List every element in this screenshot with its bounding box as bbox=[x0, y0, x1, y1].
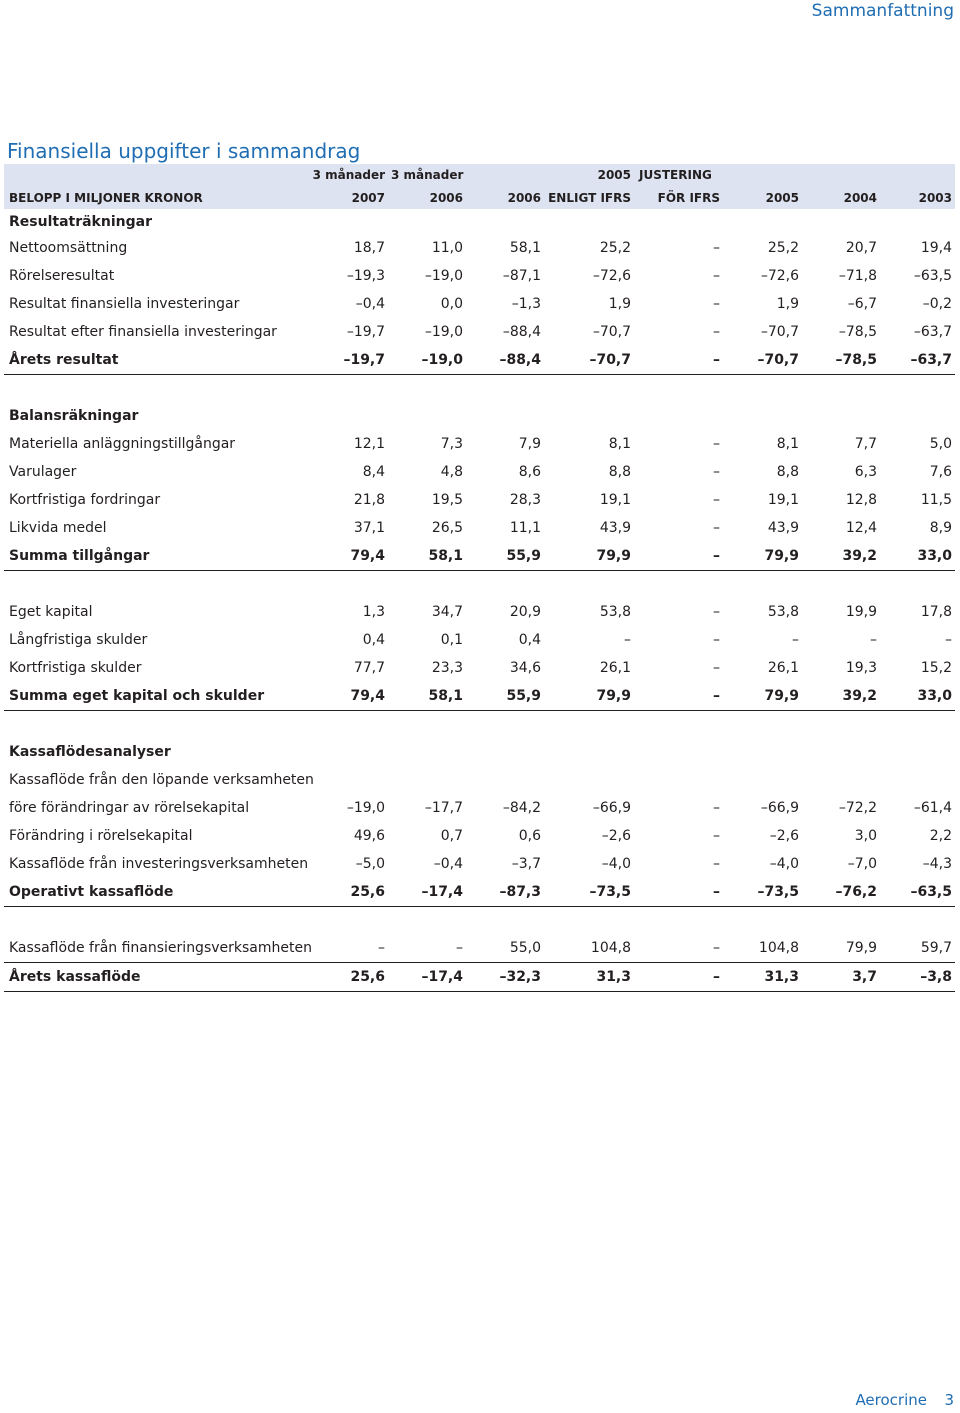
value-cell: 59,7 bbox=[880, 934, 955, 963]
value-cell: 28,3 bbox=[509, 492, 541, 508]
value-cell: –19,3 bbox=[346, 268, 385, 284]
table-row bbox=[4, 794, 955, 822]
section-heading: Balansräkningar bbox=[9, 408, 139, 424]
value-cell: 31,3 bbox=[544, 963, 634, 992]
header-cell: 2003 bbox=[880, 186, 955, 209]
value-cell: 34,6 bbox=[509, 660, 541, 676]
value-cell: – bbox=[713, 268, 720, 284]
table-row bbox=[4, 290, 955, 318]
value-cell: – bbox=[713, 520, 720, 536]
value-cell: 7,3 bbox=[440, 436, 463, 452]
value-cell: –72,6 bbox=[760, 268, 799, 284]
value-cell: 58,1 bbox=[509, 240, 541, 256]
value-cell: 0,1 bbox=[440, 632, 463, 648]
table-row bbox=[4, 486, 955, 514]
value-cell: 79,4 bbox=[302, 542, 388, 571]
header-cell: 2004 bbox=[802, 186, 880, 209]
total-row bbox=[4, 878, 955, 907]
value-cell: –2,6 bbox=[601, 828, 631, 844]
value-cell: 25,2 bbox=[767, 240, 799, 256]
value-cell: –72,2 bbox=[838, 800, 877, 816]
row-label: Summa eget kapital och skulder bbox=[4, 682, 302, 711]
value-cell: 79,9 bbox=[723, 542, 802, 571]
value-cell: –17,4 bbox=[388, 963, 466, 992]
value-cell: –19,7 bbox=[346, 324, 385, 340]
value-cell: 26,1 bbox=[599, 660, 631, 676]
row-label: Summa tillgångar bbox=[4, 542, 302, 571]
table-row bbox=[4, 514, 955, 542]
section-balance bbox=[4, 402, 955, 430]
value-cell: – bbox=[792, 632, 799, 648]
value-cell: 11,1 bbox=[509, 520, 541, 536]
value-cell: 43,9 bbox=[767, 520, 799, 536]
row-label: Eget kapital bbox=[9, 604, 93, 620]
value-cell: –3,7 bbox=[511, 856, 541, 872]
value-cell: –0,2 bbox=[922, 296, 952, 312]
value-cell: –63,5 bbox=[913, 268, 952, 284]
value-cell: –70,7 bbox=[723, 346, 802, 375]
header-cell bbox=[880, 164, 955, 186]
value-cell: 53,8 bbox=[599, 604, 631, 620]
value-cell: 20,9 bbox=[509, 604, 541, 620]
value-cell: 7,9 bbox=[518, 436, 541, 452]
row-label: Förändring i rörelsekapital bbox=[9, 828, 193, 844]
value-cell: –19,7 bbox=[302, 346, 388, 375]
value-cell: –70,7 bbox=[544, 346, 634, 375]
value-cell: –19,0 bbox=[346, 800, 385, 816]
value-cell: – bbox=[634, 542, 723, 571]
value-cell: – bbox=[713, 604, 720, 620]
header-cell: ENLIGT IFRS bbox=[544, 186, 634, 209]
value-cell: –88,4 bbox=[502, 324, 541, 340]
spacer-cell bbox=[4, 711, 955, 739]
value-cell: 12,8 bbox=[845, 492, 877, 508]
value-cell: 0,4 bbox=[518, 632, 541, 648]
table-row bbox=[4, 234, 955, 262]
header-cell: 2005 bbox=[544, 164, 634, 186]
value-cell: 0,7 bbox=[440, 828, 463, 844]
value-cell: – bbox=[713, 632, 720, 648]
value-cell: –4,0 bbox=[769, 856, 799, 872]
value-cell: 3,0 bbox=[854, 828, 877, 844]
value-cell: –3,8 bbox=[880, 963, 955, 992]
value-cell: 33,0 bbox=[880, 542, 955, 571]
value-cell: –0,4 bbox=[433, 856, 463, 872]
table-row bbox=[4, 598, 955, 626]
value-cell: 55,9 bbox=[466, 682, 544, 711]
section-heading: Kassaflöde från den löpande verksamheten bbox=[9, 772, 314, 788]
header-row-period bbox=[4, 164, 955, 186]
value-cell: 19,1 bbox=[599, 492, 631, 508]
value-cell: – bbox=[634, 682, 723, 711]
value-cell: –1,3 bbox=[511, 296, 541, 312]
value-cell: 8,8 bbox=[776, 464, 799, 480]
financial-summary-table bbox=[4, 164, 955, 992]
spacer-row bbox=[4, 571, 955, 599]
value-cell: – bbox=[624, 632, 631, 648]
value-cell: –78,5 bbox=[802, 346, 880, 375]
value-cell: 77,7 bbox=[353, 660, 385, 676]
spacer-cell bbox=[4, 907, 955, 935]
value-cell: –7,0 bbox=[847, 856, 877, 872]
value-cell: –19,0 bbox=[424, 268, 463, 284]
value-cell: – bbox=[634, 878, 723, 907]
value-cell: – bbox=[713, 492, 720, 508]
value-cell: –66,9 bbox=[592, 800, 631, 816]
value-cell: 19,4 bbox=[920, 240, 952, 256]
section-cashflow bbox=[4, 738, 955, 766]
value-cell: –78,5 bbox=[838, 324, 877, 340]
header-cell: 3 månader bbox=[302, 164, 388, 186]
value-cell: 31,3 bbox=[723, 963, 802, 992]
row-label: före förändringar av rörelsekapital bbox=[9, 800, 250, 816]
value-cell: –87,3 bbox=[466, 878, 544, 907]
header-cell bbox=[723, 164, 802, 186]
value-cell: 20,7 bbox=[845, 240, 877, 256]
value-cell: 25,2 bbox=[599, 240, 631, 256]
row-label: Resultat efter finansiella investeringar bbox=[9, 324, 277, 340]
value-cell: 7,6 bbox=[929, 464, 952, 480]
value-cell: 11,5 bbox=[920, 492, 952, 508]
value-cell: 79,4 bbox=[302, 682, 388, 711]
section-income bbox=[4, 209, 955, 234]
value-cell: 8,6 bbox=[518, 464, 541, 480]
value-cell: 8,8 bbox=[608, 464, 631, 480]
value-cell: 3,7 bbox=[802, 963, 880, 992]
value-cell: 19,9 bbox=[845, 604, 877, 620]
value-cell: – bbox=[713, 856, 720, 872]
header-cell: 3 månader bbox=[388, 164, 466, 186]
value-cell: –17,4 bbox=[388, 878, 466, 907]
value-cell: 104,8 bbox=[723, 934, 802, 963]
row-label: Kassaflöde från finansieringsverksamheten bbox=[4, 934, 302, 963]
row-label: Operativt kassaflöde bbox=[4, 878, 302, 907]
value-cell: 0,0 bbox=[440, 296, 463, 312]
value-cell: 19,5 bbox=[431, 492, 463, 508]
spacer-row bbox=[4, 711, 955, 739]
value-cell: 4,8 bbox=[440, 464, 463, 480]
value-cell: –6,7 bbox=[847, 296, 877, 312]
value-cell: –2,6 bbox=[769, 828, 799, 844]
value-cell: –19,0 bbox=[388, 346, 466, 375]
value-cell: 33,0 bbox=[880, 682, 955, 711]
total-row bbox=[4, 682, 955, 711]
value-cell: 55,0 bbox=[466, 934, 544, 963]
row-label: Varulager bbox=[9, 464, 77, 480]
value-cell: 79,9 bbox=[802, 934, 880, 963]
value-cell: –32,3 bbox=[466, 963, 544, 992]
table-row bbox=[4, 626, 955, 654]
value-cell: – bbox=[713, 800, 720, 816]
table-row bbox=[4, 850, 955, 878]
value-cell: –63,7 bbox=[880, 346, 955, 375]
value-cell: – bbox=[634, 963, 723, 992]
value-cell: – bbox=[388, 934, 466, 963]
header-cell bbox=[466, 164, 544, 186]
value-cell: –76,2 bbox=[802, 878, 880, 907]
value-cell: –0,4 bbox=[355, 296, 385, 312]
row-label: Likvida medel bbox=[9, 520, 107, 536]
value-cell: 8,9 bbox=[929, 520, 952, 536]
row-label: Årets resultat bbox=[4, 346, 302, 375]
value-cell: 17,8 bbox=[920, 604, 952, 620]
value-cell: 79,9 bbox=[544, 542, 634, 571]
value-cell: –63,7 bbox=[913, 324, 952, 340]
table-row bbox=[4, 458, 955, 486]
value-cell: 79,9 bbox=[723, 682, 802, 711]
header-cell-label: BELOPP I MILJONER KRONOR bbox=[4, 186, 302, 209]
header-cell: 2007 bbox=[302, 186, 388, 209]
value-cell: 15,2 bbox=[920, 660, 952, 676]
value-cell: – bbox=[713, 464, 720, 480]
header-cell: 2005 bbox=[723, 186, 802, 209]
value-cell: 12,1 bbox=[353, 436, 385, 452]
table-row bbox=[4, 262, 955, 290]
value-cell: –71,8 bbox=[838, 268, 877, 284]
page-number: 3 bbox=[944, 1391, 954, 1409]
value-cell: 19,1 bbox=[767, 492, 799, 508]
value-cell: –17,7 bbox=[424, 800, 463, 816]
value-cell: –66,9 bbox=[760, 800, 799, 816]
value-cell: 43,9 bbox=[599, 520, 631, 536]
value-cell: – bbox=[302, 934, 388, 963]
table-row bbox=[4, 934, 955, 963]
value-cell: –73,5 bbox=[723, 878, 802, 907]
table-row bbox=[4, 318, 955, 346]
value-cell: 37,1 bbox=[353, 520, 385, 536]
value-cell: 18,7 bbox=[353, 240, 385, 256]
header-cell: JUSTERING bbox=[634, 164, 723, 186]
value-cell: 23,3 bbox=[431, 660, 463, 676]
header-cell bbox=[802, 164, 880, 186]
value-cell: –88,4 bbox=[466, 346, 544, 375]
value-cell: –70,7 bbox=[592, 324, 631, 340]
value-cell: –19,0 bbox=[424, 324, 463, 340]
value-cell: 6,3 bbox=[854, 464, 877, 480]
value-cell: 1,3 bbox=[362, 604, 385, 620]
value-cell: 8,1 bbox=[776, 436, 799, 452]
value-cell: – bbox=[634, 934, 723, 963]
value-cell: 12,4 bbox=[845, 520, 877, 536]
header-cell: 2006 bbox=[466, 186, 544, 209]
value-cell: 26,1 bbox=[767, 660, 799, 676]
row-label: Kassaflöde från investeringsverksamheten bbox=[9, 856, 309, 872]
value-cell: 0,4 bbox=[362, 632, 385, 648]
row-label: Materiella anläggningstillgångar bbox=[9, 436, 236, 452]
value-cell: – bbox=[713, 828, 720, 844]
header-cell: FÖR IFRS bbox=[634, 186, 723, 209]
value-cell: 0,6 bbox=[518, 828, 541, 844]
row-label: Kortfristiga skulder bbox=[9, 660, 142, 676]
row-label: Kortfristiga fordringar bbox=[9, 492, 161, 508]
value-cell: 8,4 bbox=[362, 464, 385, 480]
header-row-years bbox=[4, 186, 955, 209]
value-cell: –87,1 bbox=[502, 268, 541, 284]
value-cell: –63,5 bbox=[880, 878, 955, 907]
value-cell: – bbox=[870, 632, 877, 648]
header-cell: 2006 bbox=[388, 186, 466, 209]
value-cell: 1,9 bbox=[608, 296, 631, 312]
total-row bbox=[4, 963, 955, 992]
value-cell: 11,0 bbox=[431, 240, 463, 256]
value-cell: – bbox=[713, 436, 720, 452]
spacer-row bbox=[4, 907, 955, 935]
running-head: Sammanfattning bbox=[811, 1, 954, 21]
row-label: Rörelseresultat bbox=[9, 268, 115, 284]
value-cell: 19,3 bbox=[845, 660, 877, 676]
value-cell: – bbox=[713, 240, 720, 256]
value-cell: 21,8 bbox=[353, 492, 385, 508]
spacer-row bbox=[4, 375, 955, 403]
row-label: Årets kassaflöde bbox=[4, 963, 302, 992]
value-cell: 53,8 bbox=[767, 604, 799, 620]
row-label: Resultat finansiella investeringar bbox=[9, 296, 240, 312]
value-cell: 7,7 bbox=[854, 436, 877, 452]
value-cell: 58,1 bbox=[388, 682, 466, 711]
value-cell: –4,3 bbox=[922, 856, 952, 872]
page-title: Finansiella uppgifter i sammandrag bbox=[7, 139, 361, 163]
value-cell: –72,6 bbox=[592, 268, 631, 284]
value-cell: 5,0 bbox=[929, 436, 952, 452]
row-label: Nettoomsättning bbox=[9, 240, 128, 256]
value-cell: – bbox=[634, 346, 723, 375]
spacer-cell bbox=[4, 571, 955, 599]
value-cell: –4,0 bbox=[601, 856, 631, 872]
value-cell: 104,8 bbox=[544, 934, 634, 963]
value-cell: 79,9 bbox=[544, 682, 634, 711]
value-cell: –61,4 bbox=[913, 800, 952, 816]
table-row bbox=[4, 822, 955, 850]
total-row bbox=[4, 542, 955, 571]
section-heading: Kassaflödesanalyser bbox=[9, 744, 171, 760]
cashflow-prelabel bbox=[4, 766, 955, 794]
header-cell-label bbox=[4, 164, 302, 186]
value-cell: 25,6 bbox=[302, 963, 388, 992]
footer-brand: Aerocrine bbox=[855, 1391, 927, 1409]
value-cell: – bbox=[945, 632, 952, 648]
value-cell: – bbox=[713, 660, 720, 676]
row-label: Långfristiga skulder bbox=[9, 632, 148, 648]
value-cell: –70,7 bbox=[760, 324, 799, 340]
section-heading: Resultaträkningar bbox=[9, 213, 152, 230]
total-row bbox=[4, 346, 955, 375]
table-row bbox=[4, 430, 955, 458]
table-row bbox=[4, 654, 955, 682]
value-cell: 8,1 bbox=[608, 436, 631, 452]
value-cell: 2,2 bbox=[929, 828, 952, 844]
value-cell: 25,6 bbox=[302, 878, 388, 907]
value-cell: 1,9 bbox=[776, 296, 799, 312]
value-cell: 49,6 bbox=[353, 828, 385, 844]
value-cell: 26,5 bbox=[431, 520, 463, 536]
value-cell: 39,2 bbox=[802, 542, 880, 571]
value-cell: 58,1 bbox=[388, 542, 466, 571]
value-cell: 34,7 bbox=[431, 604, 463, 620]
spacer-cell bbox=[4, 375, 955, 403]
value-cell: 39,2 bbox=[802, 682, 880, 711]
value-cell: –5,0 bbox=[355, 856, 385, 872]
value-cell: – bbox=[713, 296, 720, 312]
value-cell: 55,9 bbox=[466, 542, 544, 571]
value-cell: –73,5 bbox=[544, 878, 634, 907]
value-cell: – bbox=[713, 324, 720, 340]
value-cell: –84,2 bbox=[502, 800, 541, 816]
